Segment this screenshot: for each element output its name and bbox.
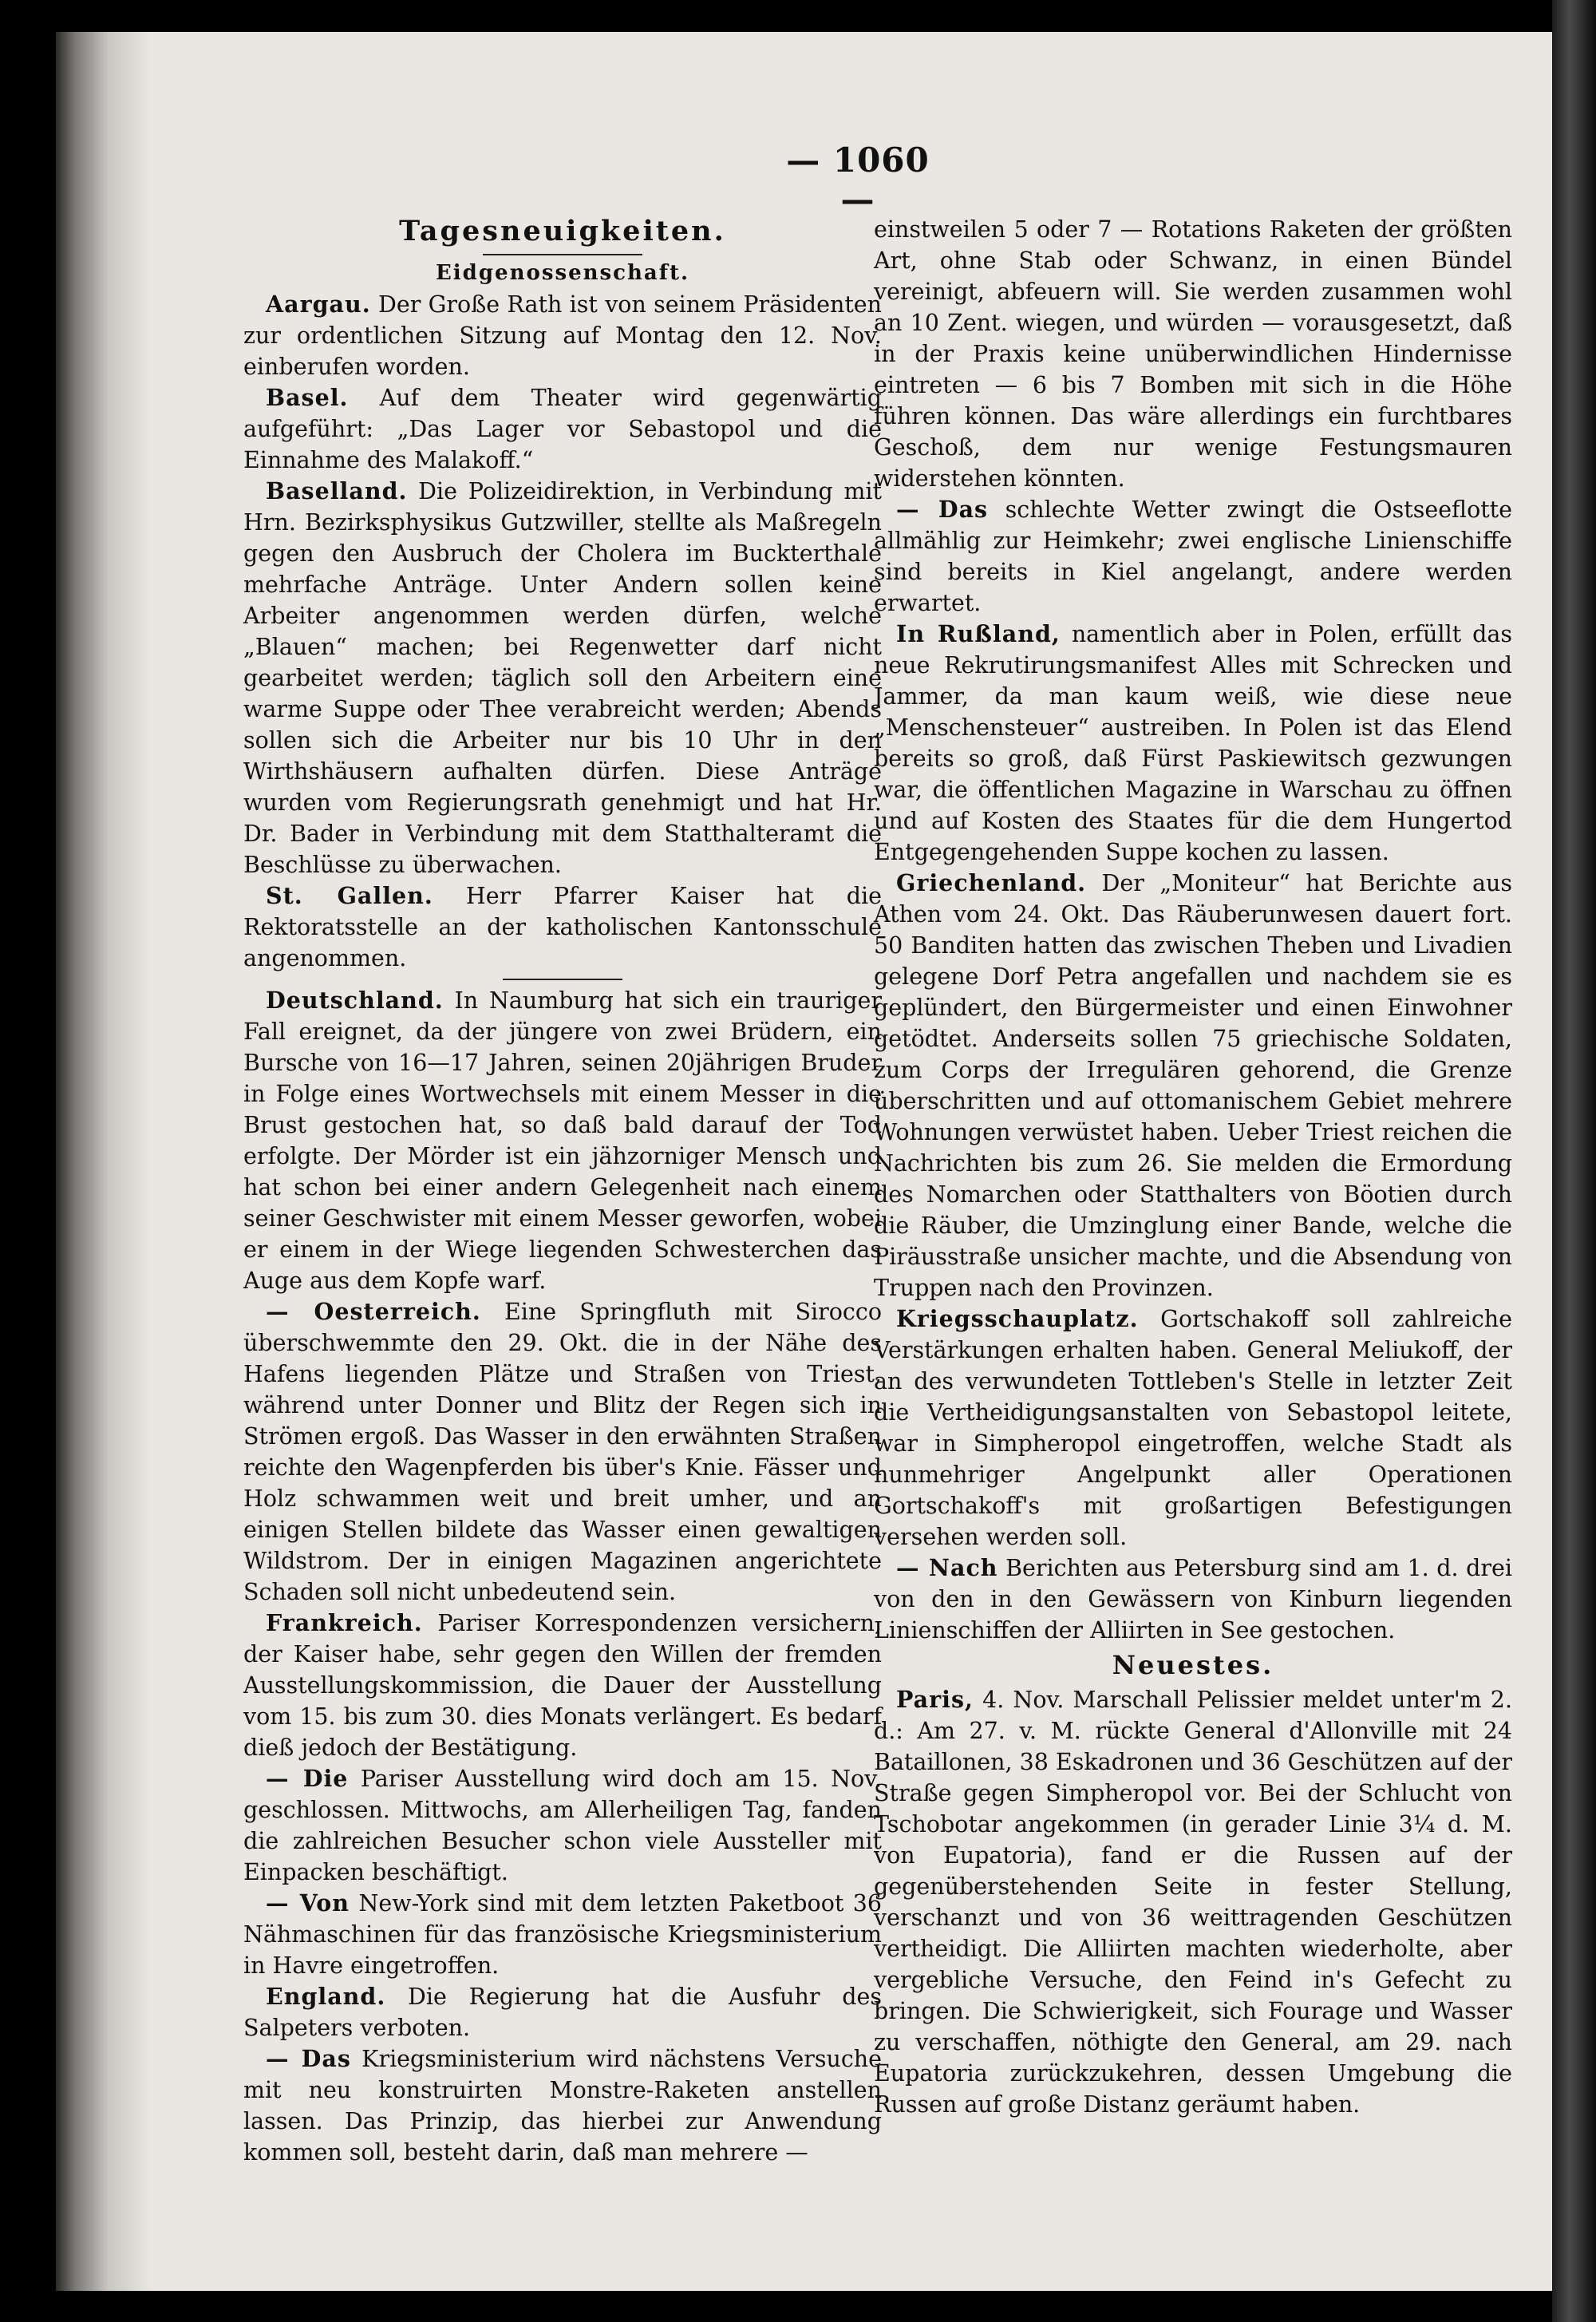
article-paragraph — [874, 619, 1512, 868]
right-paragraphs — [874, 214, 1512, 2120]
article-paragraph — [243, 476, 882, 880]
left-column — [243, 214, 882, 2168]
article-paragraph — [243, 1296, 882, 1608]
article-paragraph — [243, 2043, 882, 2168]
paragraph-text: namentlich aber in Polen, erfüllt das neue Rekrutirungsmanifest Alles mit Schrecken und Jammer, da man kaum weiß, wie diese neue „Menschensteuer“ austreiben. In Polen ist das Elend bereits so groß, daß Fürst Paskiewitsch gezwungen war, die öffentlichen Magazine in Warschau zu öffnen und auf Kosten des Staates für die dem Hungertod Entgegengehenden Suppe kochen zu lassen. — [874, 621, 1512, 865]
paragraph-text: Die Regierung hat die Ausfuhr des Salpeters verboten. — [243, 1984, 882, 2041]
paragraph-text: 4. Nov. Marschall Pelissier meldet unter'm 2. d.: Am 27. v. M. rückte General d'Allonville mit 24 Bataillonen, 38 Eskadronen und 36 Geschützen auf der Straße gegen Simpheropol vor. Bei der Schlucht von Tschobotar angekommen (in gerader Linie 3¼ d. M. von Eupatoria), fand er die Russen auf der gegenüberstehenden Seite in fester Stellung, verschanzt und von 36 weittragenden Geschützen vertheidigt. Die Alliirten machten wiederholte, aber vergebliche Versuche, den Feind in's Gefecht zu bringen. Die Schwierigkeit, sich Fourage und Wasser zu verschaffen, nöthigte den General, am 29. nach Eupatoria zurückzukehren, dessen Umgebung die Russen auf große Distanz geräumt haben. — [874, 1687, 1513, 2118]
paragraph-text: New-York sind mit dem letzten Paketboot 36 Nähmaschinen für das französische Kriegsministerium in Havre eingetroffen. — [243, 1890, 882, 1979]
paragraph-text: In Naumburg hat sich ein trauriger Fall ereignet, da der jüngere von zwei Brüdern, ein Bursche von 16—17 Jahren, seinen 20jährigen Bruder in Folge eines Wortwechsels mit einem Messer in die Brust gestochen hat, so daß bald darauf der Tod erfolgte. Der Mörder ist ein jähzorniger Mensch und hat schon bei einer andern Gelegenheit nach einem seiner Geschwister mit einem Messer geworfen, wobei er einem in der Wiege liegenden Schwesterchen das Auge aus dem Kopfe warf. — [243, 987, 883, 1294]
paragraph-text: einstweilen 5 oder 7 — Rotations Raketen der größten Art, ohne Stab oder Schwanz, in einen Bündel vereinigt, abfeuern will. Sie werden zusammen wohl an 10 Zent. wiegen, und würden — vorausgesetzt, daß in der Praxis keine unüberwindlichen Hindernisse eintreten — 6 bis 7 Bomben mit sich in die Höhe führen können. Das wäre allerdings ein furchtbares Geschoß, dem nur wenige Festungsmauren widerstehen könnten. — [874, 216, 1512, 492]
paragraph-lead: — Das — [266, 2045, 351, 2072]
paragraph-text: Auf dem Theater wird gegenwärtig aufgeführt: „Das Lager vor Sebastopol und die Einnahme des Malakoff.“ — [243, 385, 882, 473]
paragraph-lead: — Oesterreich. — [266, 1298, 481, 1325]
section-separator — [503, 979, 622, 980]
left-paragraphs — [243, 289, 882, 2168]
paragraph-text: Berichten aus Petersburg sind am 1. d. drei von den in den Gewässern von Kinburn liegenden Linienschiffen der Alliirten in See gestochen. — [874, 1555, 1512, 1644]
paragraph-text: Herr Pfarrer Kaiser hat die Rektoratsstelle an der katholischen Kantonsschule angenommen. — [243, 883, 882, 971]
paragraph-text: Kriegsministerium wird nächstens Versuche mit neu konstruirten Monstre-Raketen anstellen lassen. Das Prinzip, das hierbei zur Anwendung kommen soll, besteht darin, daß man mehrere — — [243, 2046, 882, 2166]
paragraph-lead: Frankreich. — [266, 1609, 423, 1636]
article-paragraph — [874, 1553, 1512, 1646]
article-paragraph — [243, 1888, 882, 1981]
paragraph-lead: Griechenland. — [896, 869, 1087, 896]
paragraph-lead: St. Gallen. — [266, 882, 433, 909]
article-paragraph — [243, 382, 882, 476]
paragraph-text: Eine Springfluth mit Sirocco überschwemmte den 29. Okt. die in der Nähe des Hafens liegenden Plätze und Straßen von Triest, während unter Donner und Blitz der Regen sich in Strömen ergoß. Das Wasser in den erwähnten Straßen reichte den Wagenpferden bis über's Knie. Fässer und Holz schwammen weit und breit umher, und an einigen Stellen bildete das Wasser einen gewaltigen Wildstrom. Der in einigen Magazinen angerichtete Schaden soll nicht unbedeutend sein. — [243, 1299, 883, 1605]
article-paragraph — [874, 1684, 1512, 2120]
next-page-edge — [1552, 0, 1596, 2322]
paragraph-lead: Deutschland. — [266, 987, 444, 1014]
article-paragraph — [874, 868, 1512, 1303]
paragraph-lead: England. — [266, 1983, 386, 2010]
paragraph-text: schlechte Wetter zwingt die Ostseeflotte allmählig zur Heimkehr; zwei englische Linienschiffe sind bereits in Kiel angelangt, andere werden erwartet. — [874, 496, 1512, 616]
article-paragraph — [874, 1303, 1512, 1553]
article-paragraph — [243, 1763, 882, 1888]
article-paragraph — [874, 494, 1512, 619]
section-heading-neuestes: Neuestes. — [1112, 1650, 1274, 1680]
article-paragraph — [243, 289, 882, 382]
paragraph-lead: — Nach — [896, 1554, 998, 1581]
heading-rule — [483, 254, 642, 255]
article-paragraph — [243, 880, 882, 974]
paragraph-lead: Aargau. — [266, 291, 371, 318]
paragraph-lead: In Rußland, — [896, 620, 1061, 647]
section-heading: Tagesneuigkeiten. — [399, 215, 726, 247]
page-number: — 1060 — — [786, 140, 930, 219]
paragraph-lead: Paris, — [896, 1686, 974, 1713]
article-paragraph — [243, 985, 882, 1296]
article-paragraph — [243, 1981, 882, 2043]
right-column — [874, 214, 1512, 2120]
article-paragraph — [243, 1608, 882, 1763]
book-gutter — [56, 32, 152, 2291]
paragraph-text: Pariser Korrespondenzen versichern, der Kaiser habe, sehr gegen den Willen der fremden Ausstellungskommission, die Dauer der Ausstellung vom 15. bis zum 30. dies Monats verlängert. Es bedarf dieß jedoch der Bestätigung. — [243, 1610, 882, 1761]
paragraph-text: Die Polizeidirektion, in Verbindung mit Hrn. Bezirksphysikus Gutzwiller, stellte als Maßregeln gegen den Ausbruch der Cholera im Buckterthale mehrfache Anträge. Unter Andern sollen keine Arbeiter angenommen werden dürfen, welche „Blauen“ machen; bei Regenwetter darf nicht gearbeitet werden; täglich soll den Arbeitern eine warme Suppe oder Thee verabreicht werden; Abends sollen sich die Arbeiter nur bis 10 Uhr in den Wirthshäusern aufhalten dürfen. Diese Anträge wurden vom Regierungsrath genehmigt und hat Hr. Dr. Bader in Verbindung mit dem Statthalteramt die Beschlüsse zu überwachen. — [243, 478, 882, 878]
paragraph-lead: — Das — [896, 496, 989, 523]
paragraph-lead: — Die — [266, 1765, 349, 1792]
paragraph-text: Pariser Ausstellung wird doch am 15. Nov. geschlossen. Mittwochs, am Allerheiligen Tag, fanden die zahlreichen Besucher schon viele Aussteller mit Einpacken beschäftigt. — [243, 1766, 882, 1885]
section-subheading: Eidgenossenschaft. — [435, 261, 690, 285]
article-paragraph — [874, 214, 1512, 494]
paragraph-text: Der „Moniteur“ hat Berichte aus Athen vom 24. Okt. Das Räuberunwesen dauert fort. 50 Banditen hatten das zwischen Theben und Livadien gelegene Dorf Petra angefallen und nachdem sie es geplündert, den Bürgermeister und einen Einwohner getödtet. Anderseits sollen 75 griechische Soldaten, zum Corps der Irregulären gehorend, die Grenze überschritten und auf ottomanischem Gebiet mehrere Wohnungen verwüstet haben. Ueber Triest reichen die Nachrichten bis zum 26. Sie melden die Ermordung des Nomarchen oder Statthalters von Böotien durch die Räuber, die Umzinglung einer Bande, welche die Piräusstraße unsicher machte, und die Absendung von Truppen nach den Provinzen. — [874, 870, 1512, 1301]
paragraph-lead: Kriegsschauplatz. — [896, 1305, 1139, 1332]
paragraph-lead: Basel. — [266, 384, 349, 411]
paragraph-lead: — Von — [266, 1889, 350, 1917]
paragraph-text: Gortschakoff soll zahlreiche Verstärkungen erhalten haben. General Meliukoff, der an des verwundeten Tottleben's Stelle in letzter Zeit die Vertheidigungsanstalten von Sebastopol leitete, war in Simpheropol eingetroffen, welche Stadt als nunmehriger Angelpunkt aller Operationen Gortschakoff's mit großartigen Befestigungen versehen werden soll. — [874, 1306, 1512, 1550]
paragraph-text: Der Große Rath ist von seinem Präsidenten zur ordentlichen Sitzung auf Montag den 12. Nov. einberufen worden. — [243, 291, 882, 380]
paragraph-lead: Baselland. — [266, 477, 408, 504]
